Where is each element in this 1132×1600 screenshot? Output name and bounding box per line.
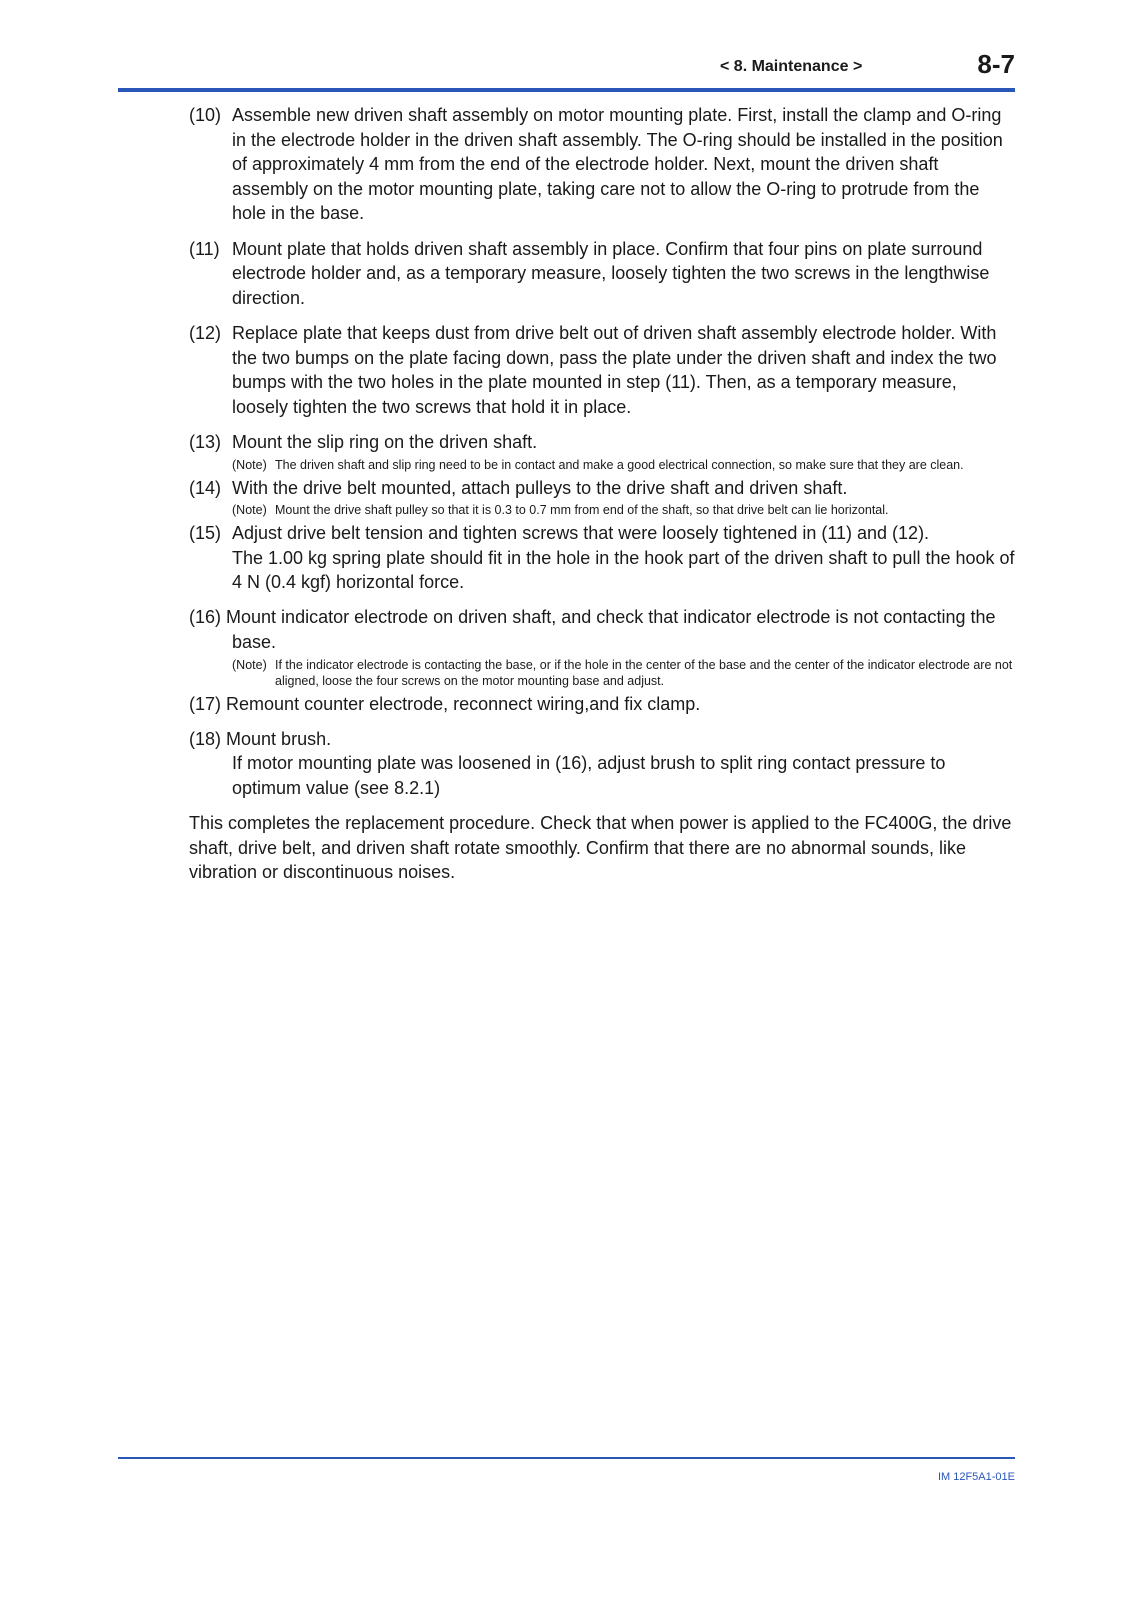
step-11 [189,237,1017,311]
step-17 [189,692,1017,717]
step-text [189,605,1017,630]
note-text: Mount the drive shaft pulley so that it is 0.3 to 0.7 mm from end of the shaft, so that drive belt can lie horizontal. [275,503,889,518]
note-text: If the indicator electrode is contacting the base, or if the hole in the center of the base and the center of the indicator electrode are not aligned, loose the four screws on the motor mounting base and adjust. [275,657,1013,688]
note-label: (Note) [232,657,267,672]
step-12 [189,321,1017,419]
footer-rule [118,1457,1015,1459]
step-extra-text: If motor mounting plate was loosened in (16), adjust brush to split ring contact pressure to optimum value (see 8.2.1) [232,753,946,799]
procedure-content [189,103,1017,885]
step-text: Mount plate that holds driven shaft assembly in place. Confirm that four pins on plate surround electrode holder and, as a temporary measure, loosely tighten the two screws in the lengthwise direction. [232,238,990,308]
step-number: (11) [189,238,220,259]
step-text: Adjust drive belt tension and tighten screws that were loosely tightened in (11) and (12). [232,523,930,544]
step-number: (16) [189,607,222,628]
note-label: (Note) [232,457,267,472]
step-text-body: Mount indicator electrode on driven shaft, and check that indicator electrode is not contacting the [226,607,996,628]
step-text: Mount the slip ring on the driven shaft. [232,431,538,452]
page-header-section: < 8. Maintenance > [720,58,863,75]
step-text: Replace plate that keeps dust from drive belt out of driven shaft assembly electrode holder. With the two bumps on the plate facing down, pass the plate under the driven shaft and index the two bumps with the two holes in the plate mounted in step (11). Then, as a temporary measure, loosely tighten the two screws that hold it in place. [232,322,997,417]
step-number: (14) [189,477,222,498]
step-number: (12) [189,322,222,343]
closing-paragraph: This completes the replacement procedure. Check that when power is applied to the FC400G, the drive shaft, drive belt, and driven shaft rotate smoothly. Confirm that there are no abnormal sounds, like vibration or discontinuous noises. [189,813,1012,883]
step-text: Assemble new driven shaft assembly on motor mounting plate. First, install the clamp and O-ring in the electrode holder in the driven shaft assembly. The O-ring should be installed in the position of approximately 4 mm from the end of the electrode holder. Next, mount the driven shaft assembly on the motor mounting plate, taking care not to allow the O-ring to protrude from the hole in the base. [232,105,1003,224]
step-extra-text: base. [232,632,277,653]
step-text-body: Remount counter electrode, reconnect wiring,and fix clamp. [226,693,701,714]
document-code: IM 12F5A1-01E [937,1471,1015,1483]
step-18 [189,727,1017,801]
step-number: (15) [189,523,222,544]
step-number: (10) [189,105,222,125]
header-rule [118,88,1015,92]
step-14 [189,476,1017,501]
page-number: 8-7 [977,49,1015,79]
note-text: The driven shaft and slip ring need to be in contact and make a good electrical connection, so make sure that they are clean. [275,457,964,472]
note-step-16 [232,657,1017,689]
step-number: (13) [189,431,222,452]
step-16 [189,605,1017,654]
step-text [189,727,1017,752]
step-text-body: Mount brush. [226,728,332,749]
step-text: With the drive belt mounted, attach pulleys to the drive shaft and driven shaft. [232,477,848,498]
note-step-13 [232,457,1017,473]
note-step-14 [232,502,1017,518]
step-10 [189,103,1017,226]
step-number: (17) [189,693,222,714]
step-number: (18) [189,728,222,749]
step-13 [189,430,1017,455]
step-extra-text: The 1.00 kg spring plate should fit in the hole in the hook part of the driven shaft to pull the hook of 4 N (0.4 kgf) horizontal force. [232,547,1015,593]
step-15 [189,521,1017,595]
step-text [189,692,1017,717]
note-label: (Note) [232,503,267,518]
